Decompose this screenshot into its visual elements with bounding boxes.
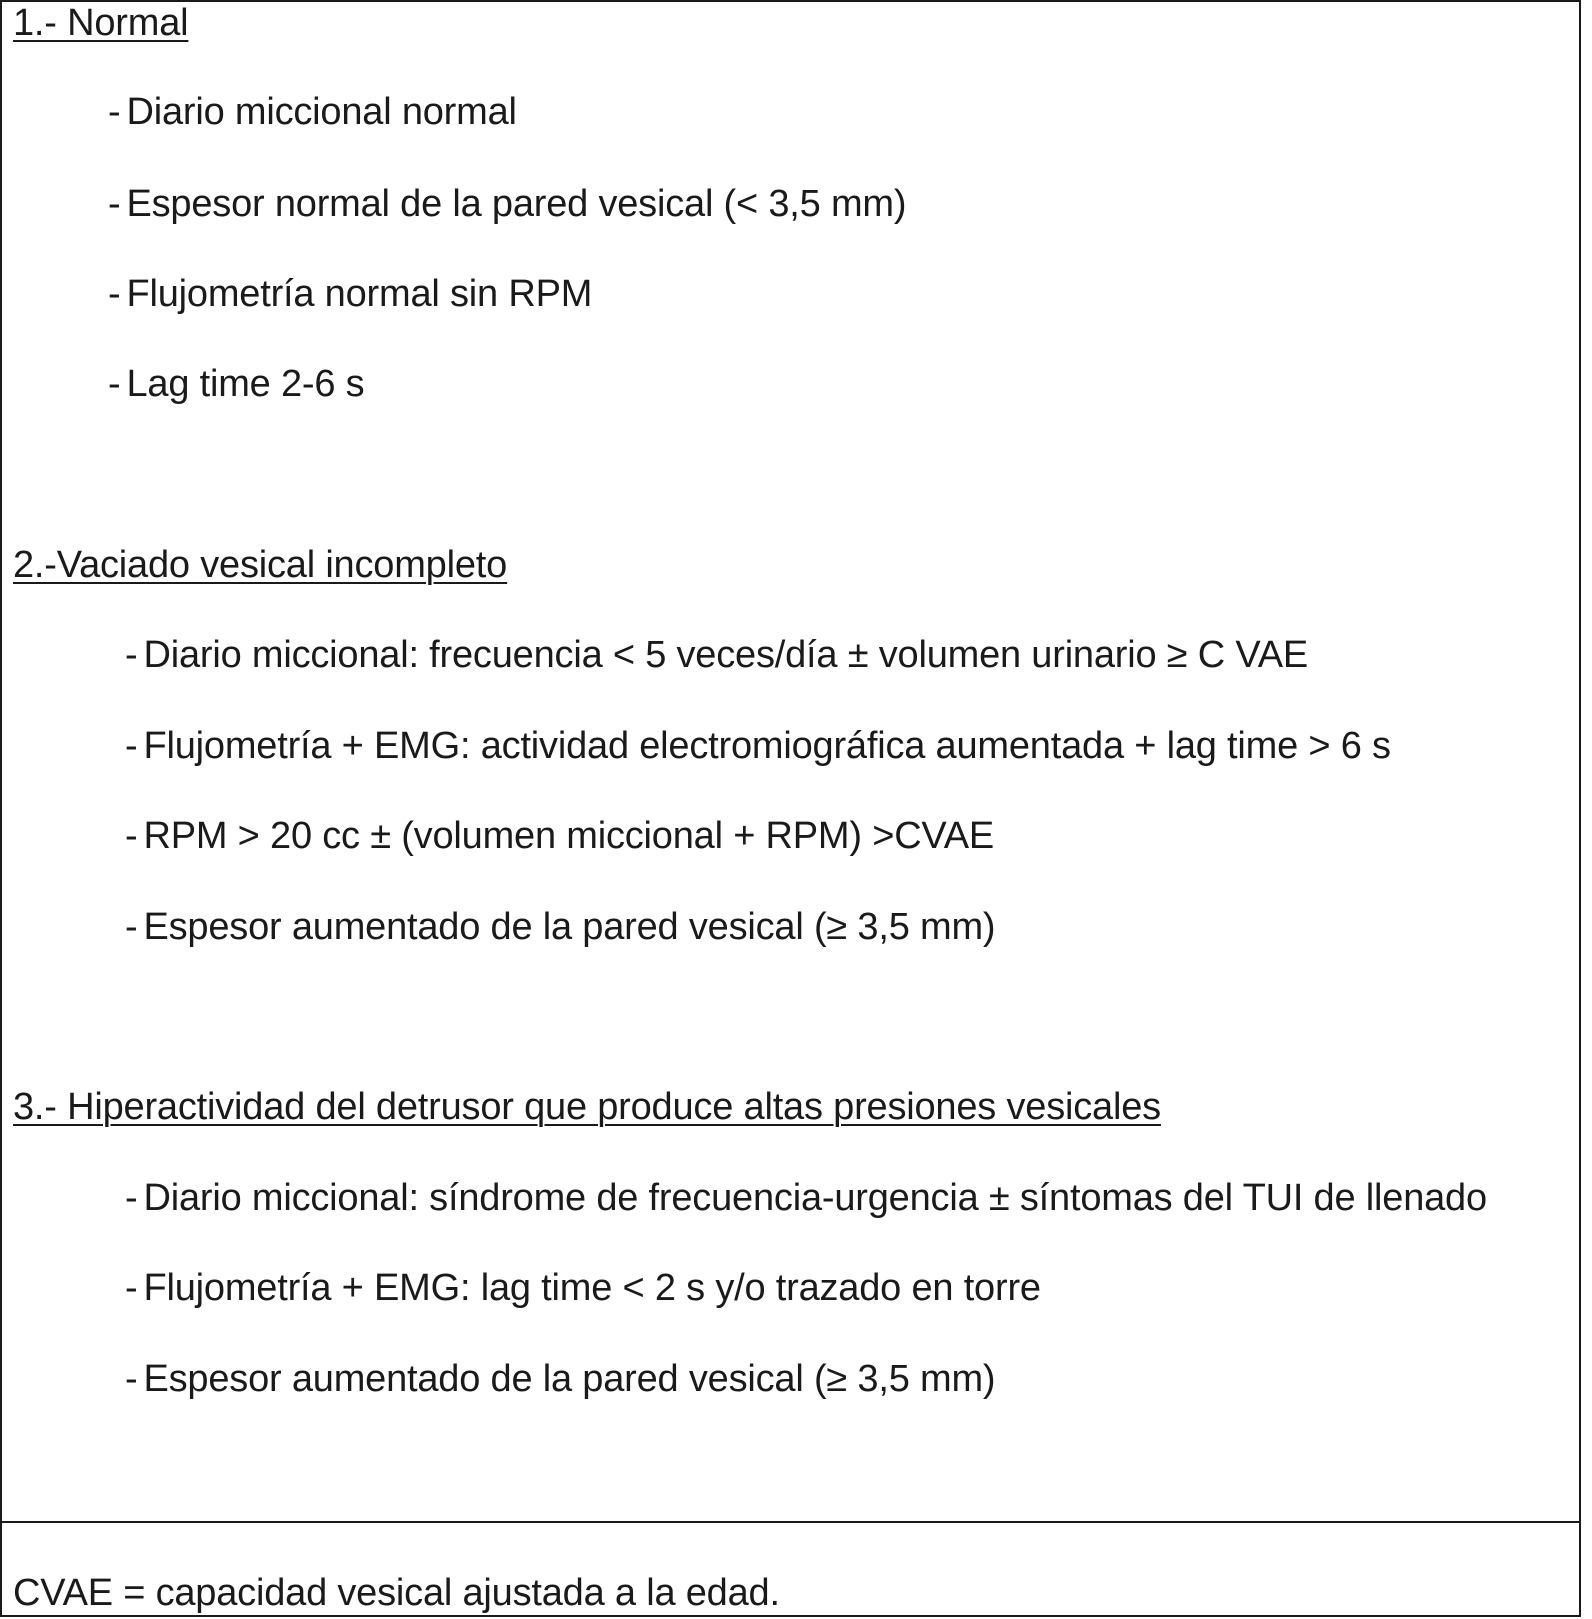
list-item: - Flujometría normal sin RPM <box>108 273 593 315</box>
list-item: - Diario miccional normal <box>108 91 517 133</box>
section-2-heading: 2.-Vaciado vesical incompleto <box>13 544 508 586</box>
list-item: - Diario miccional: frecuencia < 5 veces/día ± volumen urinario ≥ C VAE <box>125 634 1309 676</box>
section-1-heading: 1.- Normal <box>13 2 189 44</box>
list-item: - Espesor aumentado de la pared vesical (≥ 3,5 mm) <box>125 906 996 948</box>
list-item: - Flujometría + EMG: actividad electromiográfica aumentada + lag time > 6 s <box>125 725 1391 767</box>
section-3-heading: 3.- Hiperactividad del detrusor que produce altas presiones vesicales <box>13 1086 1161 1128</box>
list-item: - Flujometría + EMG: lag time < 2 s y/o trazado en torre <box>125 1267 1041 1309</box>
list-item: - Espesor aumentado de la pared vesical (≥ 3,5 mm) <box>125 1358 996 1400</box>
list-item: - RPM > 20 cc ± (volumen miccional + RPM) >CVAE <box>125 815 995 857</box>
list-item: - Lag time 2-6 s <box>108 363 365 405</box>
list-item: - Espesor normal de la pared vesical (< 3,5 mm) <box>108 183 907 225</box>
list-item: - Diario miccional: síndrome de frecuencia-urgencia ± síntomas del TUI de llenado <box>125 1177 1487 1219</box>
footnote: CVAE = capacidad vesical ajustada a la edad. <box>13 1572 780 1614</box>
footnote-divider <box>0 1521 1581 1523</box>
